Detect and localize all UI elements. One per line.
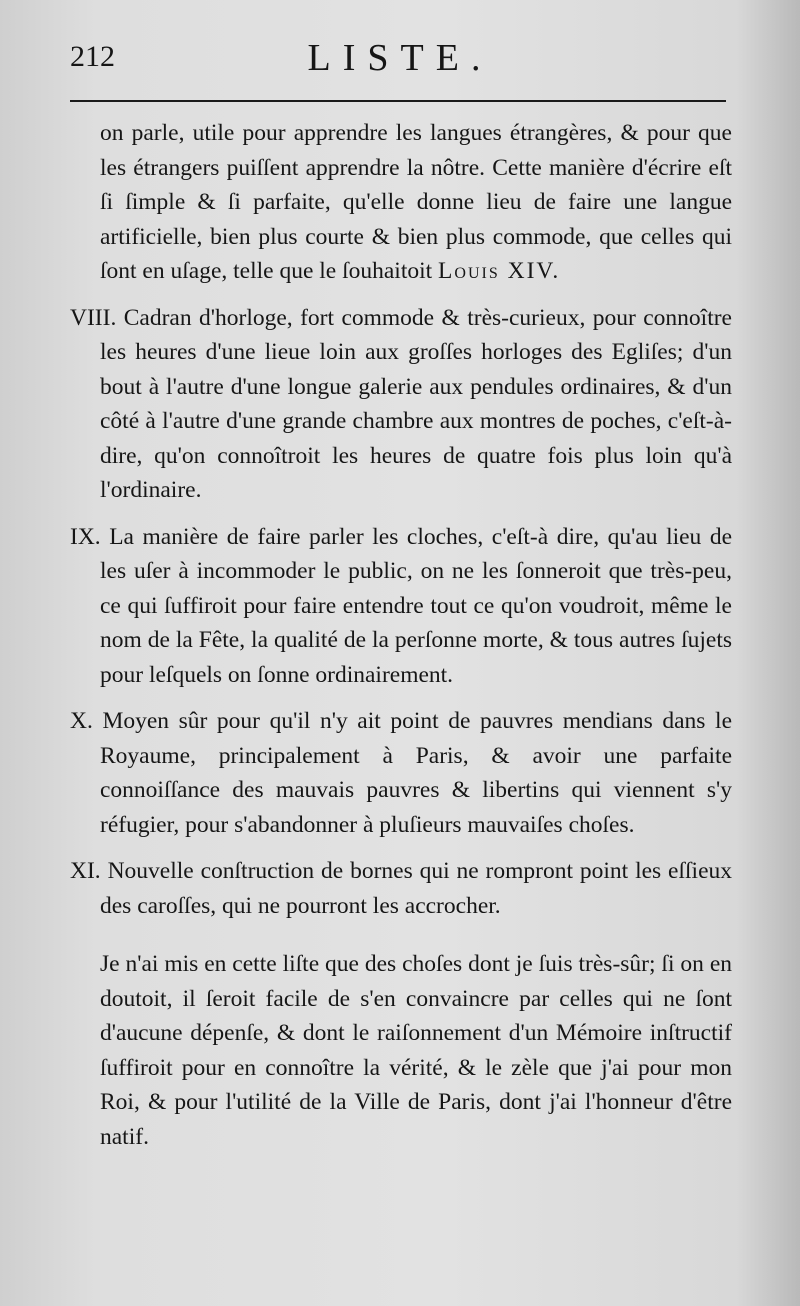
item-number: VIII.	[70, 304, 117, 331]
closing-paragraph: Je n'ai mis en cette liſte que des choſes dont je ſuis très-sûr; ſi on en doutoit, il ſeroit facile de s'en convaincre par celles qui ne ſont d'aucune dépenſe, & dont le raiſonnement d'un Mémoire inſtructif ſuffiroit pour en connoître la vérité, & le zèle que j'ai pour mon Roi, & pour l'utilité de la Ville de Paris, dont j'ai l'honneur d'être natif.	[100, 951, 732, 1150]
item-text: Nouvelle conſtruction de bornes qui ne rompront point les eſſieux des caroſſes, qui ne pourront les accrocher.	[100, 858, 733, 919]
king-name: Louis XIV.	[438, 258, 561, 284]
header-rule	[70, 100, 726, 102]
item-text: Moyen sûr pour qu'il n'y ait point de pauvres mendians dans le Royaume, principalement à Paris, & avoir une parfaite connoiſſance des mauvais pauvres & libertins qui viennent s'y réfugier, pour s'abandonner à pluſieurs mauvaiſes choſes.	[100, 708, 732, 838]
item-text: La manière de faire parler les cloches, c'eſt-à dire, qu'au lieu de les uſer à incommoder le public, on ne les ſonneroit que très-peu, ce qui ſuffiroit pour faire entendre tout ce qu'on voudroit, même le nom de la Fête, la qualité de la perſonne morte, & tous autres ſujets pour leſquels on ſonne ordinairement.	[100, 523, 733, 688]
item-number: X.	[70, 708, 93, 734]
list-item-viii	[70, 301, 732, 508]
page-body	[70, 116, 732, 1154]
list-item-xi	[70, 854, 732, 923]
list-item-ix	[70, 520, 732, 693]
page-number: 212	[70, 40, 115, 73]
item-number: XI.	[70, 858, 101, 884]
list-item-x	[70, 704, 732, 842]
continued-text: on parle, utile pour apprendre les langues étrangères, & pour que les étrangers puiſſent apprendre la nôtre. Cette manière d'écrire eſt ſi ſimple & ſi parfaite, qu'elle donne lieu de faire une langue artificielle, bien plus courte & bien plus commode, que celles qui ſont en uſage, telle que le ſouhaitoit	[100, 120, 732, 284]
running-title: LISTE.	[307, 37, 493, 79]
page-header	[70, 34, 730, 84]
item-number: IX.	[70, 523, 101, 550]
item-text: Cadran d'horloge, fort commode & très-curieux, pour connoître les heures d'une lieue loin aux groſſes horloges des Egliſes; d'un bout à l'autre d'une longue galerie aux pendules ordinaires, & d'un côté à l'autre d'une grande chambre aux montres de poches, c'eſt-à-dire, qu'on connoîtroit les heures de quatre fois plus loin qu'à l'ordinaire.	[100, 304, 732, 503]
continued-paragraph	[70, 116, 732, 289]
